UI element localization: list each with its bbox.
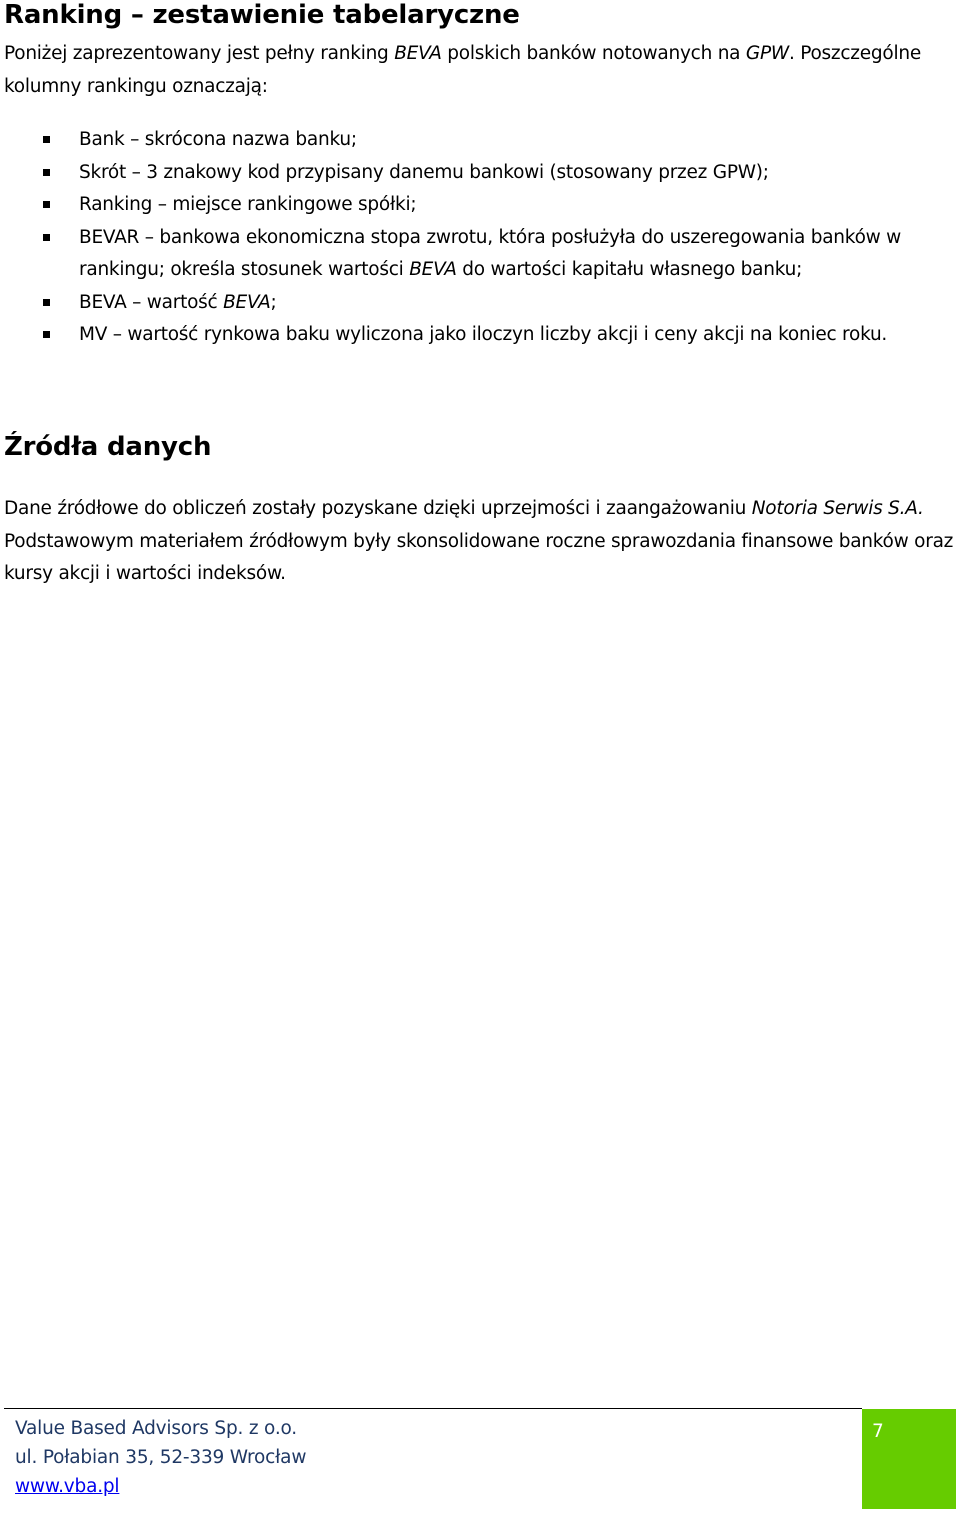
footer-divider: [4, 1408, 862, 1409]
footer: [15, 1414, 306, 1501]
square-bullet-icon: [43, 331, 50, 338]
intro-text-3: . Poszczególne kolumny rankingu oznaczają:: [4, 43, 921, 97]
intro-gpw-italic: GPW: [745, 43, 789, 64]
list-item-skrot: [0, 157, 960, 190]
page-number: 7: [872, 1421, 884, 1442]
list-item-beva: [0, 287, 960, 320]
footer-website-link[interactable]: www.vba.pl: [15, 1476, 120, 1497]
footer-website-row: [15, 1472, 306, 1501]
section-heading-ranking: Ranking – zestawienie tabelaryczne: [4, 0, 520, 30]
column-definitions-list: [0, 124, 960, 352]
list-item-mv: [0, 319, 960, 352]
list-item-text: Bank – skrócona nazwa banku;: [79, 129, 357, 150]
square-bullet-icon: [43, 201, 50, 208]
intro-text-2: polskich banków notowanych na: [441, 43, 746, 64]
list-item-text: Ranking – miejsce rankingowe spółki;: [79, 194, 417, 215]
section-heading-data-sources: Źródła danych: [4, 432, 212, 462]
footer-company-name: Value Based Advisors Sp. z o.o.: [15, 1418, 297, 1439]
sources-text-2: Podstawowym materiałem źródłowym były skonsolidowane roczne sprawozdania finansowe banków oraz kursy akcji i wartości indeksów.: [4, 530, 954, 584]
sources-text-1: Dane źródłowe do obliczeń zostały pozyskane dzięki uprzejmości i zaangażowaniu: [4, 498, 752, 519]
list-item-text: do wartości kapitału własnego banku;: [456, 259, 803, 280]
list-item-text: BEVA – wartość: [79, 291, 224, 313]
list-item-bevar: [0, 222, 960, 287]
list-item-beva-italic: BEVA: [409, 259, 457, 280]
square-bullet-icon: [43, 169, 50, 176]
list-item-beva-italic: BEVA: [223, 291, 271, 313]
data-sources-paragraph: [4, 493, 958, 591]
square-bullet-icon: [43, 234, 50, 241]
list-item-text: BEVAR – bankowa ekonomiczna stopa zwrotu, która posłużyła do uszeregowania banków w rankingu; określa stosunek wartości: [79, 226, 902, 280]
square-bullet-icon: [43, 299, 50, 306]
list-item-text: Skrót – 3 znakowy kod przypisany danemu bankowi (stosowany przez GPW);: [79, 161, 769, 183]
intro-beva-italic: BEVA: [394, 43, 442, 64]
list-item-text: MV – wartość rynkowa baku wyliczona jako iloczyn liczby akcji i ceny akcji na koniec roku.: [79, 324, 888, 345]
intro-paragraph: [4, 38, 958, 103]
footer-address: ul. Połabian 35, 52-339 Wrocław: [15, 1447, 307, 1468]
list-item-ranking: [0, 189, 960, 222]
intro-text-1: Poniżej zaprezentowany jest pełny ranking: [4, 43, 395, 64]
list-item-text: ;: [270, 291, 277, 313]
square-bullet-icon: [43, 136, 50, 143]
list-item-bank: [0, 124, 960, 157]
page-number-box: [862, 1409, 956, 1509]
sources-company-italic: Notoria Serwis S.A.: [751, 498, 924, 519]
